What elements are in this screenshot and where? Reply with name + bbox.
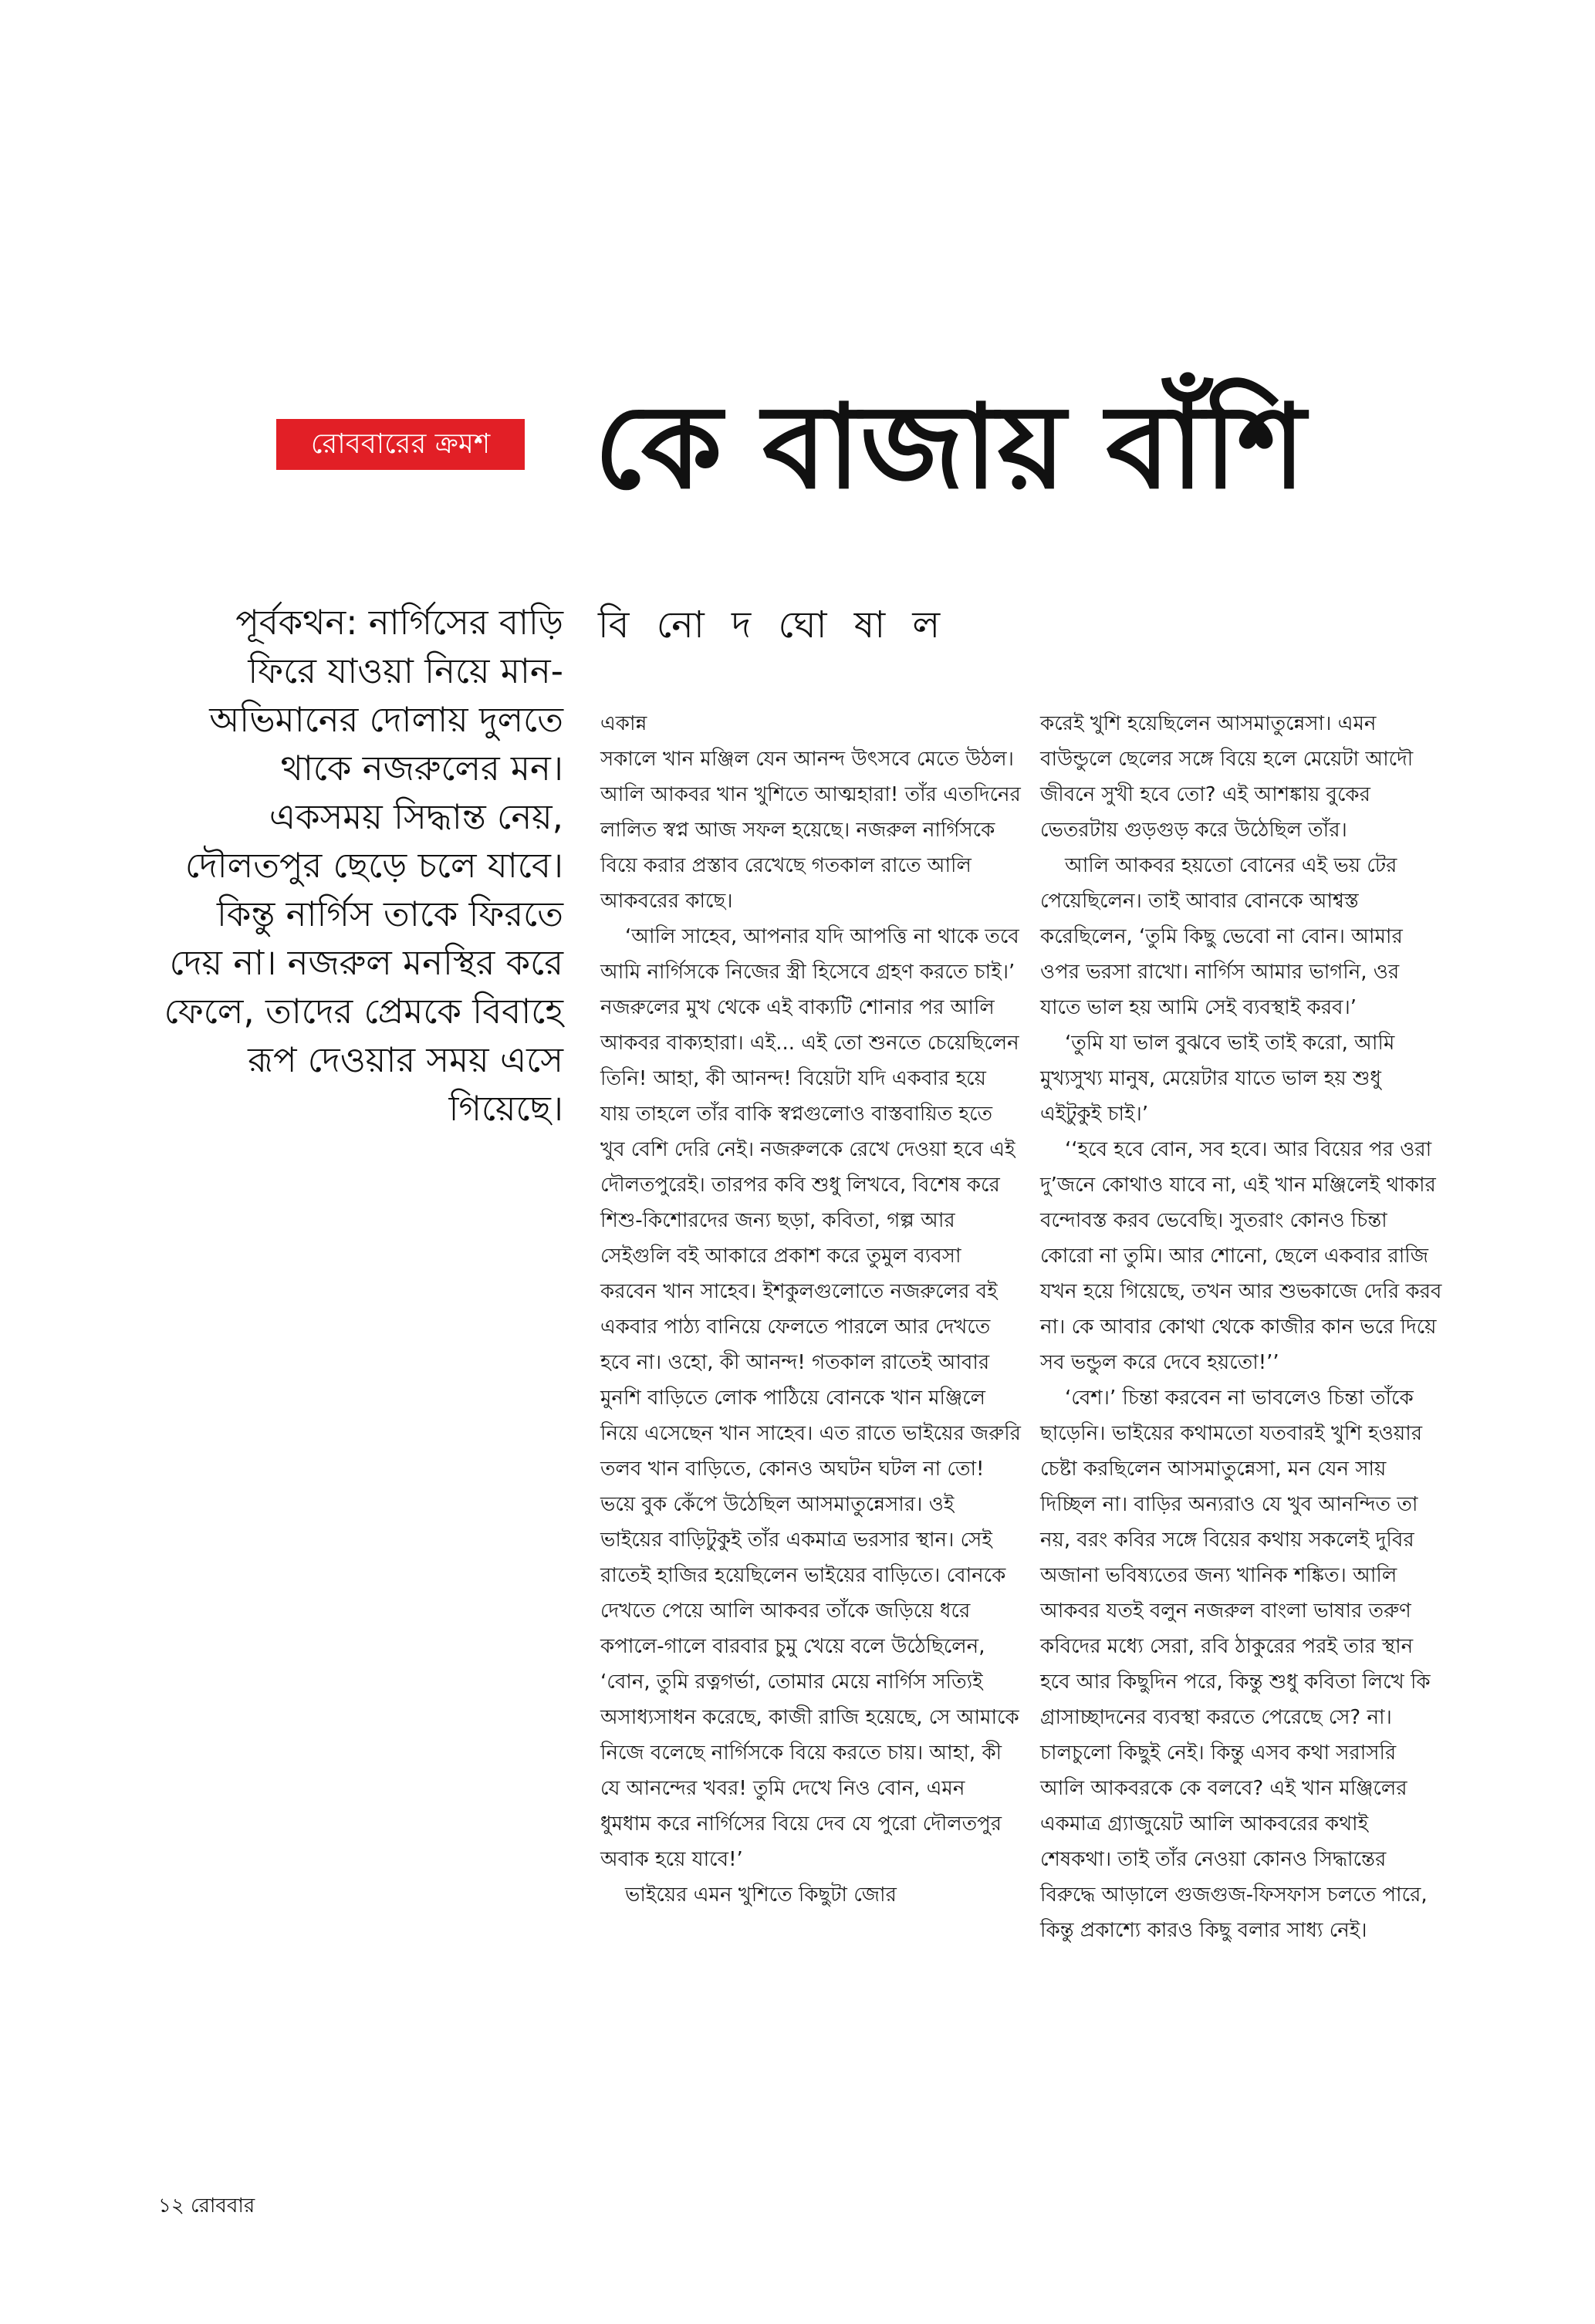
page-folio: ১২ রোববার — [158, 2194, 255, 2218]
series-badge: রোববারের ক্রমশ — [276, 419, 525, 470]
article-paragraph: আলি আকবর হয়তো বোনের এই ভয় টের পেয়েছিলেন। তাই আবার বোনকে আশ্বস্ত করেছিলেন, ‘তুমি কিছু ভেবো না বোন। আমার ওপর ভরসা রাখো। নার্গিস আমার ভাগনি, ওর যাতে ভাল হয় আমি সেই ব্যবস্থাই করব।’ — [1040, 854, 1403, 1019]
author-byline: বি নো দ ঘো ষা ল — [598, 603, 948, 647]
article-paragraph: ভাইয়ের এমন খুশিতে কিছুটা জোর — [625, 1883, 897, 1907]
article-paragraph: ‘আলি সাহেব, আপনার যদি আপত্তি না থাকে তবে আমি নার্গিসকে নিজের স্ত্রী হিসেবে গ্রহণ করতে চাই।’ নজরুলের মুখ থেকে এই বাক্যটি শোনার পর আলি আকবর বাক্যহারা। এই... এই তো শুনতে চেয়েছিলেন তিনি! আহা, কী আনন্দ! বিয়েটা যদি একবার হয়ে যায় তাহলে তাঁর বাকি স্বপ্নগুলোও বাস্তবায়িত হতে খুব বেশি দেরি নেই। নজরুলকে রেখে দেওয়া হবে এই দৌলতপুরেই। তারপর কবি শুধু লিখবে, বিশেষ করে শিশু-কিশোরদের জন্য ছড়া, কবিতা, গল্প আর সেইগুলি বই আকারে প্রকাশ করে তুমুল ব্যবসা করবেন খান সাহেব। ইশকুলগুলোতে নজরুলের বই একবার পাঠ্য বানিয়ে ফেলতে পারলে আর দেখতে হবে না। ওহো, কী আনন্দ! গতকাল রাতেই আবার মুনশি বাড়িতে লোক পাঠিয়ে বোনকে খান মঞ্জিলে নিয়ে এসেছেন খান সাহেব। এত রাতে ভাইয়ের জরুরি তলব খান বাড়িতে, কোনও অঘটন ঘটল না তো! ভয়ে বুক কেঁপে উঠেছিল আসমাতুন্নেসার। ওই ভাইয়ের বাড়িটুকুই তাঁর একমাত্র ভরসার স্থান। সেই রাতেই হাজির হয়েছিলেন ভাইয়ের বাড়িতে। বোনকে দেখতে পেয়ে আলি আকবর তাঁকে জড়িয়ে ধরে কপালে-গালে বারবার চুমু খেয়ে বলে উঠেছিলেন, ‘বোন, তুমি রত্নগর্ভা, তোমার মেয়ে নার্গিস সত্যিই অসাধ্যসাধন করেছে, কাজী রাজি হয়েছে, সে আমাকে নিজে বলেছে নার্গিসকে বিয়ে করতে চায়। আহা, কী যে আনন্দের খবর! তুমি দেখে নিও বোন, এমন ধুমধাম করে নার্গিসের বিয়ে দেব যে পুরো দৌলতপুর অবাক হয়ে যাবে!’ — [600, 925, 1021, 1871]
article-paragraph: করেই খুশি হয়েছিলেন আসমাতুন্নেসা। এমন বাউন্ডুলে ছেলের সঙ্গে বিয়ে হলে মেয়েটা আদৌ জীবনে সুখী হবে তো? এই আশঙ্কায় বুকের ভেতরটায় গুড়গুড় করে উঠেছিল তাঁর। — [1040, 712, 1414, 842]
recap-summary — [162, 598, 563, 1133]
article-paragraph: ‘তুমি যা ভাল বুঝবে ভাই তাই করো, আমি মুখ্যসুখ্য মানুষ, মেয়েটার যাতে ভাল হয় শুধু এইটুকুই চাই।’ — [1040, 1032, 1395, 1126]
chapter-number: একান্ন — [600, 712, 647, 735]
article-paragraph: ‘‘হবে হবে বোন, সব হবে। আর বিয়ের পর ওরা দু’জনে কোথাও যাবে না, এই খান মঞ্জিলেই থাকার বন্দোবস্ত করব ভেবেছি। সুতরাং কোনও চিন্তা কোরো না তুমি। আর শোনো, ছেলে একবার রাজি যখন হয়ে গিয়েছে, তখন আর শুভকাজে দেরি করব না। কে আবার কোথা থেকে কাজীর কান ভরে দিয়ে সব ভন্ডুল করে দেবে হয়তো!’’ — [1040, 1138, 1442, 1374]
article-paragraph: সকালে খান মঞ্জিল যেন আনন্দ উৎসবে মেতে উঠল। আলি আকবর খান খুশিতে আত্মহারা! তাঁর এতদিনের লালিত স্বপ্ন আজ সফল হয়েছে। নজরুল নার্গিসকে বিয়ে করার প্রস্তাব রেখেছে গতকাল রাতে আলি আকবরের কাছে। — [600, 748, 1021, 913]
recap-summary-text: পূর্বকথন: নার্গিসের বাড়ি ফিরে যাওয়া নিয়ে মান-অভিমানের দোলায় দুলতে থাকে নজরুলের মন। একসময় সিদ্ধান্ত নেয়, দৌলতপুর ছেড়ে চলে যাবে। কিন্তু নার্গিস তাকে ফিরতে দেয় না। নজরুল মনস্থির করে ফেলে, তাদের প্রেমকে বিবাহে রূপ দেওয়ার সময় এসে গিয়েছে। — [164, 602, 563, 1129]
article-paragraph: ‘বেশ।’ চিন্তা করবেন না ভাবলেও চিন্তা তাঁকে ছাড়েনি। ভাইয়ের কথামতো যতবারই খুশি হওয়ার চেষ্টা করছিলেন আসমাতুন্নেসা, মন যেন সায় দিচ্ছিল না। বাড়ির অন্যরাও যে খুব আনন্দিত তা নয়, বরং কবির সঙ্গে বিয়ের কথায় সকলেই দুবির অজানা ভবিষ্যতের জন্য খানিক শঙ্কিত। আলি আকবর যতই বলুন নজরুল বাংলা ভাষার তরুণ কবিদের মধ্যে সেরা, রবি ঠাকুরের পরই তার স্থান হবে আর কিছুদিন পরে, কিন্তু শুধু কবিতা লিখে কি গ্রাসাচ্ছাদনের ব্যবস্থা করতে পেরেছে সে? না। চালচুলো কিছুই নেই। কিন্তু এসব কথা সরাসরি আলি আকবরকে কে বলবে? এই খান মঞ্জিলের একমাত্র গ্র্যাজুয়েট আলি আকবরের কথাই শেষকথা। তাই তাঁর নেওয়া কোনও সিদ্ধান্তের বিরুদ্ধে আড়ালে গুজগুজ-ফিসফাস চলতে পারে, কিন্তু প্রকাশ্যে কারও কিছু বলার সাধ্য নেই। — [1040, 1387, 1431, 1942]
article-column-right — [1040, 706, 1445, 1948]
article-title: কে বাজায় বাঁশি — [594, 380, 1306, 515]
article-column-left — [600, 706, 1021, 1913]
